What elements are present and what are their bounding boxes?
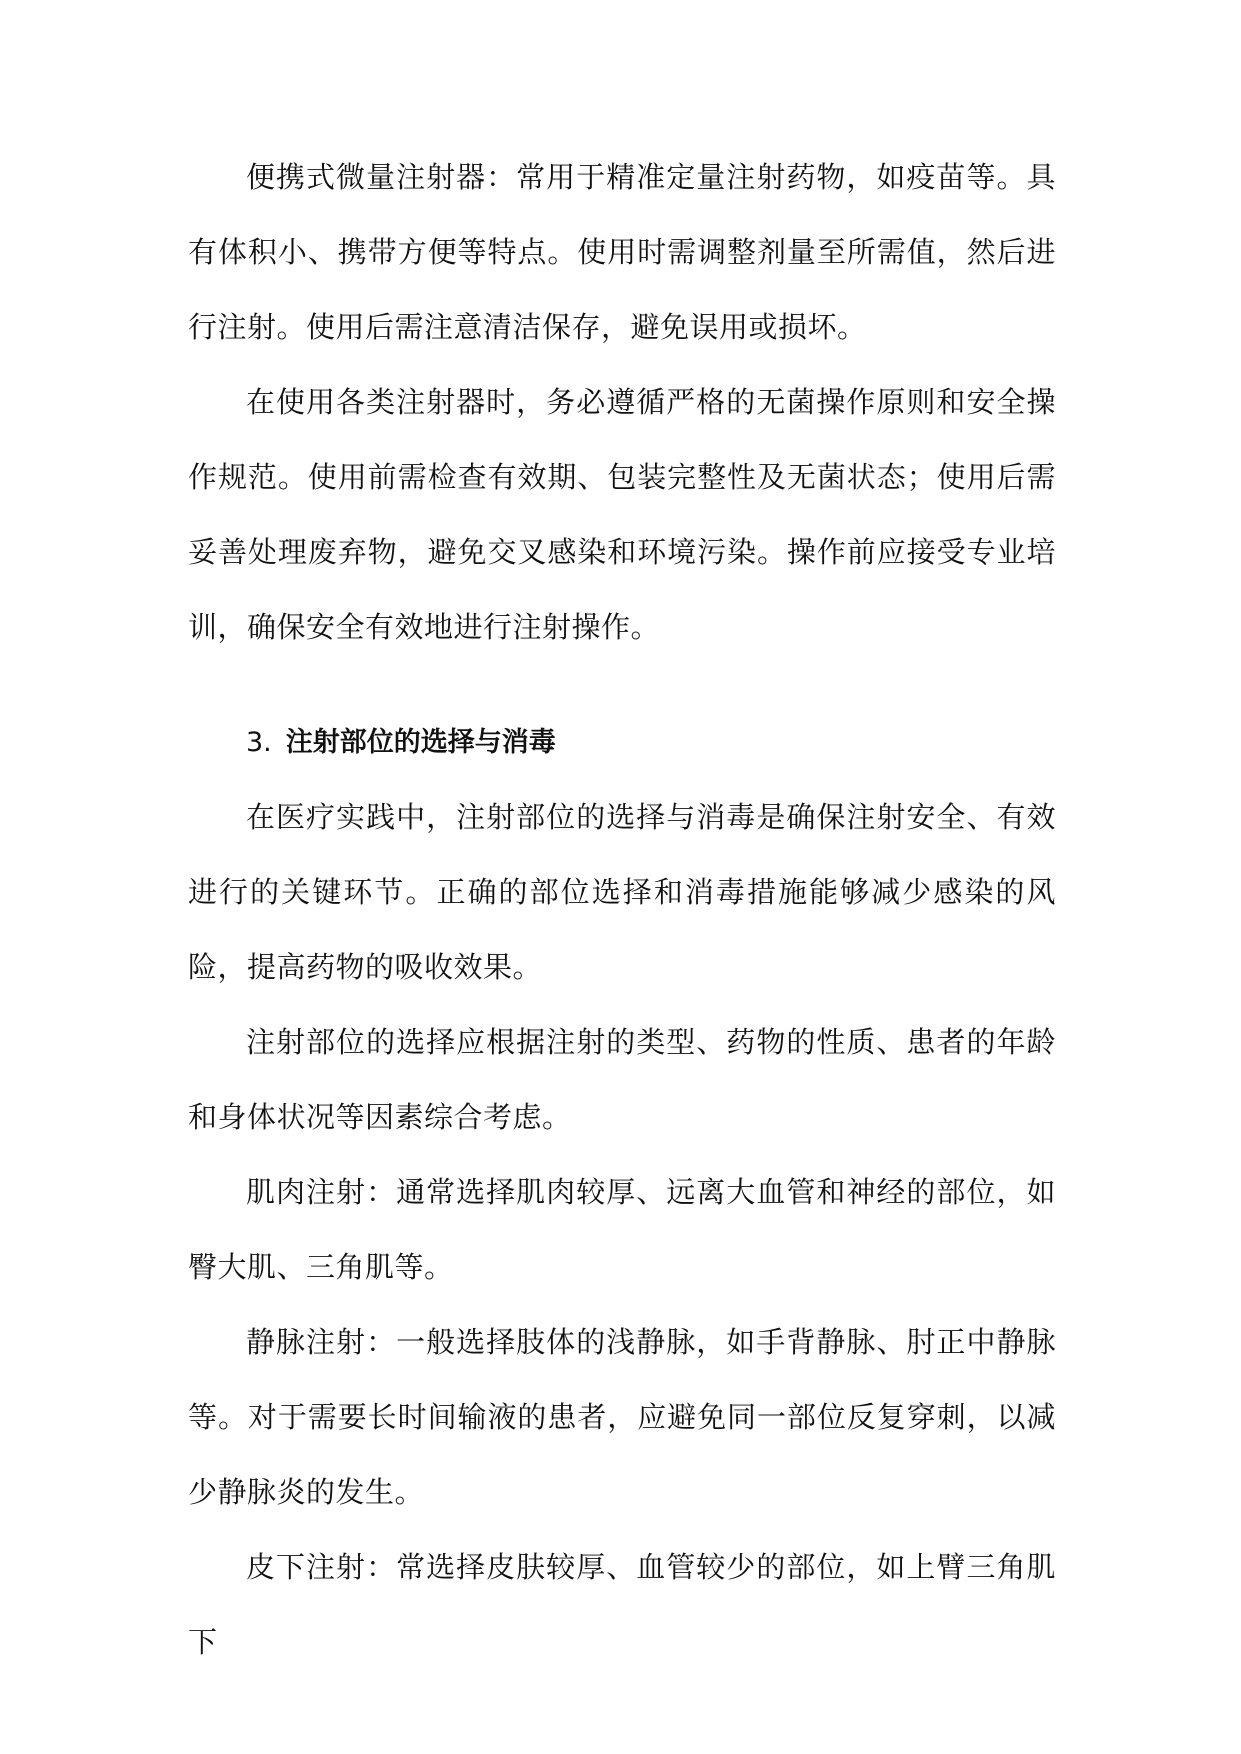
paragraph-site-intro: 在医疗实践中，注射部位的选择与消毒是确保注射安全、有效进行的关键环节。正确的部位选择和消毒措施能够减少感染的风险，提高药物的吸收效果。 xyxy=(188,800,1056,984)
paragraph-aseptic-operation: 在使用各类注射器时，务必遵循严格的无菌操作原则和安全操作规范。使用前需检查有效期、包装完整性及无菌状态；使用后需妥善处理废弃物，避免交叉感染和环境污染。操作前应接受专业培训，确保安全有效地进行注射操作。 xyxy=(188,385,1056,644)
paragraph-portable-micro-syringe: 便携式微量注射器：常用于精准定量注射药物，如疫苗等。具有体积小、携带方便等特点。使用时需调整剂量至所需值，然后进行注射。使用后需注意清洁保存，避免误用或损坏。 xyxy=(188,160,1056,344)
paragraph-site-selection: 注射部位的选择应根据注射的类型、药物的性质、患者的年龄和身体状况等因素综合考虑。 xyxy=(188,1025,1056,1134)
paragraph-intramuscular: 肌肉注射：通常选择肌肉较厚、远离大血管和神经的部位，如臀大肌、三角肌等。 xyxy=(188,1175,1056,1284)
section-heading xyxy=(188,705,1056,780)
paragraph-subcutaneous: 皮下注射：常选择皮肤较厚、血管较少的部位，如上臂三角肌下 xyxy=(188,1550,1056,1659)
paragraph-intravenous: 静脉注射：一般选择肢体的浅静脉，如手背静脉、肘正中静脉等。对于需要长时间输液的患者，应避免同一部位反复穿刺，以减少静脉炎的发生。 xyxy=(188,1325,1056,1509)
section-title: 注射部位的选择与消毒 xyxy=(285,727,556,758)
section-number: 3. xyxy=(246,727,272,758)
document-body xyxy=(188,140,1056,1680)
